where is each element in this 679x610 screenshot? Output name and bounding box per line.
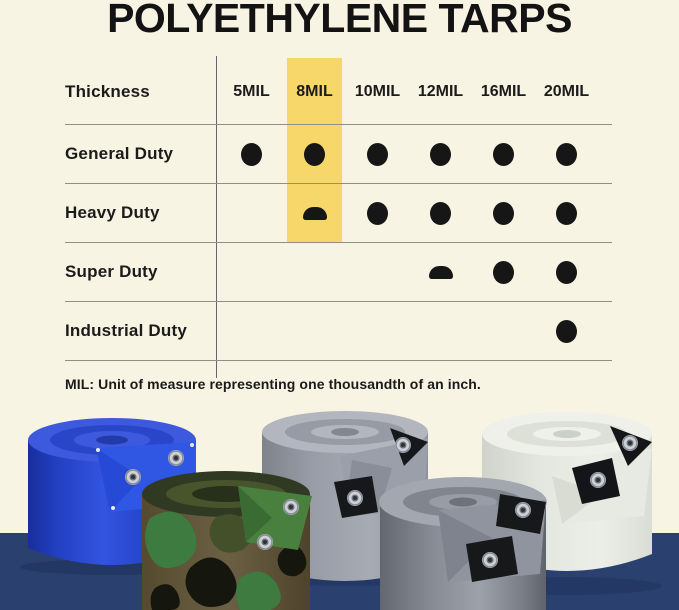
availability-dot: [283, 302, 346, 360]
tarp-rolls-illustration: [0, 398, 679, 610]
table-row-super-duty: [65, 243, 612, 302]
mil-footnote: MIL: Unit of measure representing one thousandth of an inch.: [65, 376, 481, 392]
availability-dot: [409, 184, 472, 242]
availability-dot: [220, 125, 283, 183]
availability-dot: [472, 125, 535, 183]
availability-dot: [346, 243, 409, 301]
column-header-12mil: 12MIL: [417, 83, 464, 100]
table-row-industrial-duty: [65, 302, 612, 361]
row-label: Industrial Duty: [65, 321, 188, 340]
availability-dot: [283, 125, 346, 183]
thickness-table: [65, 60, 612, 361]
availability-dot: [220, 184, 283, 242]
availability-dot: [472, 243, 535, 301]
table-header-row: [65, 60, 612, 125]
silver-tarp-roll: [379, 477, 547, 610]
availability-dot: [220, 302, 283, 360]
row-label: Super Duty: [65, 262, 158, 281]
availability-dot: [409, 243, 472, 301]
corner-label: Thickness: [65, 82, 150, 101]
row-label: Heavy Duty: [65, 203, 160, 222]
availability-dot: [472, 184, 535, 242]
camo-tarp-roll: [142, 471, 312, 610]
availability-dot: [472, 302, 535, 360]
availability-dot: [535, 243, 598, 301]
column-header-8mil: 8MIL: [296, 83, 333, 100]
page-title: POLYETHYLENE TARPS: [107, 0, 572, 41]
availability-dot: [283, 184, 346, 242]
availability-dot: [220, 243, 283, 301]
availability-dot: [535, 184, 598, 242]
row-label: General Duty: [65, 144, 174, 163]
availability-dot: [346, 125, 409, 183]
column-header-10mil: 10MIL: [354, 83, 401, 100]
availability-dot: [283, 243, 346, 301]
column-header-20mil: 20MIL: [543, 83, 590, 100]
table-row-general-duty: [65, 125, 612, 184]
availability-dot: [346, 184, 409, 242]
availability-dot: [535, 125, 598, 183]
availability-dot: [409, 302, 472, 360]
availability-dot: [346, 302, 409, 360]
column-header-5mil: 5MIL: [233, 83, 270, 100]
availability-dot: [409, 125, 472, 183]
availability-dot: [535, 302, 598, 360]
table-row-heavy-duty: [65, 184, 612, 243]
column-header-16mil: 16MIL: [480, 83, 527, 100]
